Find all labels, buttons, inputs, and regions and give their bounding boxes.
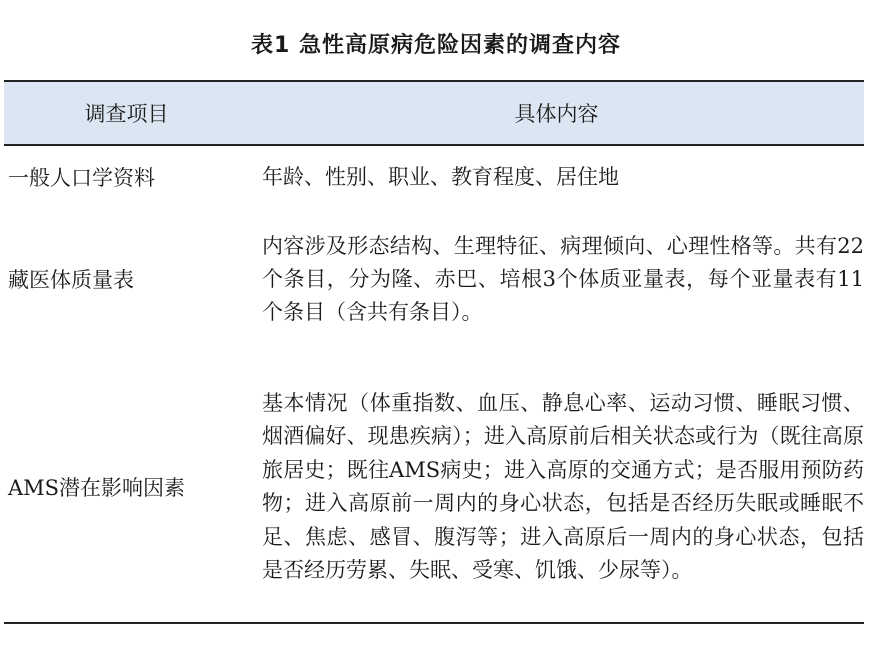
table-row bbox=[4, 344, 864, 622]
column-header-item: 调查项目 bbox=[84, 102, 169, 126]
row-content: 基本情况（体重指数、血压、静息心率、运动习惯、睡眠习惯、烟酒偏好、现患疾病）；进入高原前后相关状态或行为（既往高原旅居史；既往AMS病史；进入高原的交通方式；是否服用预防药物；进入高原前一周内的身心状态，包括是否经历失眠或睡眠不足、焦虑、感冒、腹泻等；进入高原后一周内的身心状态，包括是否经历劳累、失眠、受寒、饥饿、少尿等）。 bbox=[262, 390, 864, 582]
table-header bbox=[4, 82, 864, 146]
row-item-label: 一般人口学资料 bbox=[8, 166, 155, 190]
row-content: 年龄、性别、职业、教育程度、居住地 bbox=[262, 164, 619, 189]
row-item-label: 藏医体质量表 bbox=[8, 268, 134, 292]
table-title: 表1 急性高原病危险因素的调查内容 bbox=[251, 33, 621, 58]
column-header-content: 具体内容 bbox=[514, 102, 599, 126]
table-row bbox=[4, 146, 864, 208]
row-item-label: AMS潜在影响因素 bbox=[8, 476, 186, 500]
row-content: 内容涉及形态结构、生理特征、病理倾向、心理性格等。共有22个条目，分为隆、赤巴、培根3个体质亚量表，每个亚量表有11个条目（含共有条目）。 bbox=[262, 233, 864, 324]
table-row bbox=[4, 208, 864, 344]
survey-table bbox=[4, 80, 864, 624]
